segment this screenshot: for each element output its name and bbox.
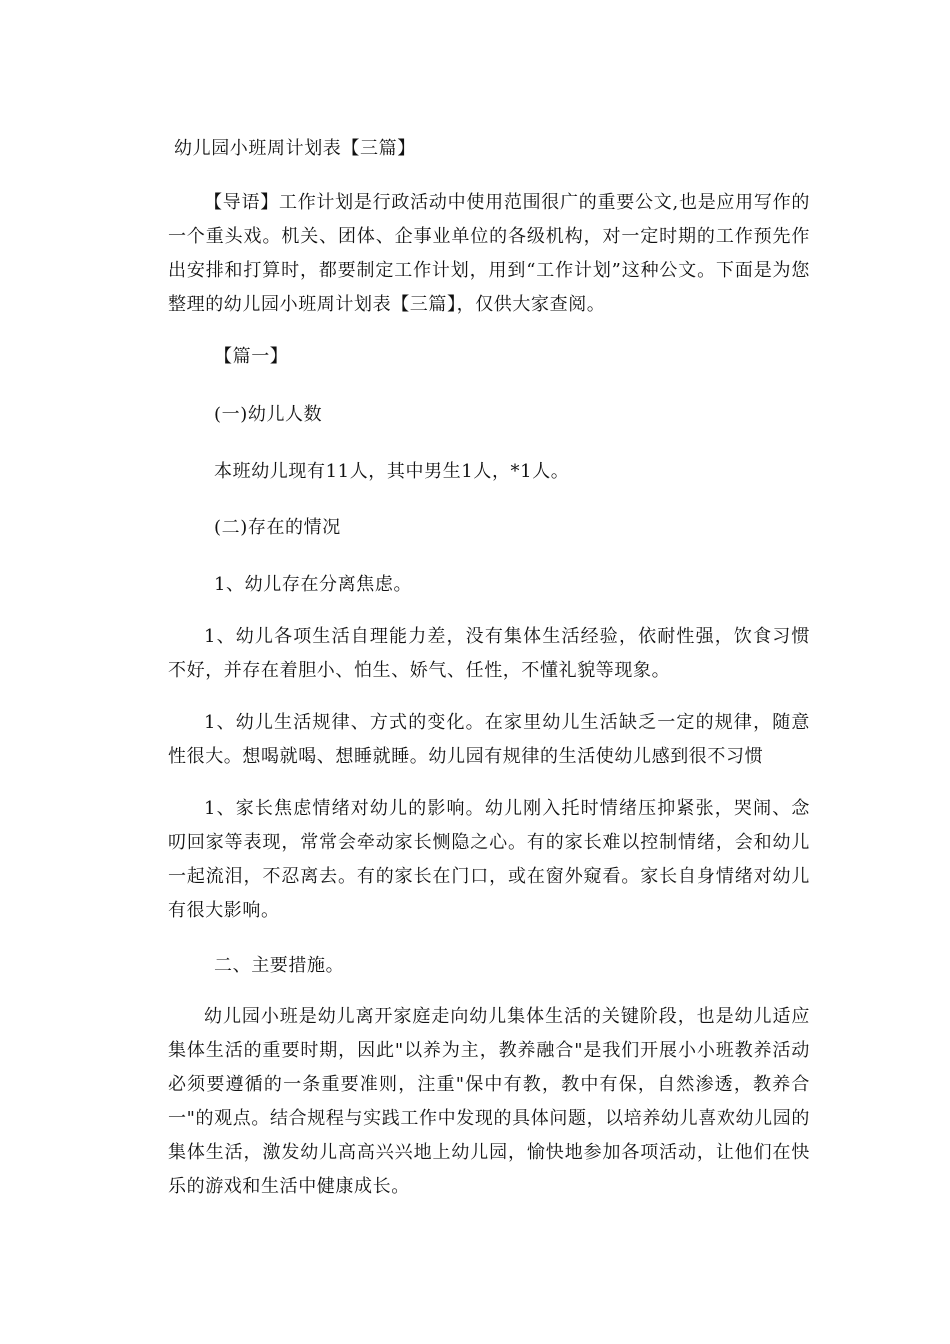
section-one-heading: 【篇一】 <box>214 346 289 367</box>
document-title: 幼儿园小班周计划表【三篇】 <box>174 138 416 159</box>
heading-main-measures: 二、主要措施。 <box>214 955 345 976</box>
measures-paragraph: 幼儿园小班是幼儿离开家庭走向幼儿集体生活的关键阶段，也是幼儿适应集体生活的重要时期，因此"以养为主，教养融合"是我们开展小小班教养活动必须要遵循的一条重要准则，注重"保中有教，教中有保，自然渗透，教养合一"的观点。结合规程与实践工作中发现的具体问题，以培养幼儿喜欢幼儿园的集体生活，激发幼儿高高兴兴地上幼儿园，愉快地参加各项活动，让他们在快乐的游戏和生活中健康成长。 <box>168 1006 810 1197</box>
situation-item-4: 1、家长焦虑情绪对幼儿的影响。幼儿刚入托时情绪压抑紧张，哭闹、念叨回家等表现，常常会牵动家长恻隐之心。有的家长难以控制情绪，会和幼儿一起流泪，不忍离去。有的家长在门口，或在窗外窥看。家长自身情绪对幼儿有很大影响。 <box>168 798 810 921</box>
heading-children-count: (一)幼儿人数 <box>214 404 323 425</box>
intro-paragraph: 【导语】工作计划是行政活动中使用范围很广的重要公文,也是应用写作的一个重头戏。机关、团体、企事业单位的各级机构，对一定时期的工作预先作出安排和打算时，都要制定工作计划，用到“工作计划”这种公文。下面是为您整理的幼儿园小班周计划表【三篇】，仅供大家查阅。 <box>168 192 810 315</box>
situation-item-3: 1、幼儿生活规律、方式的变化。在家里幼儿生活缺乏一定的规律，随意性很大。想喝就喝、想睡就睡。幼儿园有规律的生活使幼儿感到很不习惯 <box>168 712 810 767</box>
children-count-text: 本班幼儿现有11人，其中男生1人，*1人。 <box>214 461 570 482</box>
heading-existing-situation: (二)存在的情况 <box>214 517 341 538</box>
situation-item-2: 1、幼儿各项生活自理能力差，没有集体生活经验，依耐性强，饮食习惯不好，并存在着胆小、怕生、娇气、任性，不懂礼貌等现象。 <box>168 626 810 681</box>
situation-item-1: 1、幼儿存在分离焦虑。 <box>214 574 413 595</box>
